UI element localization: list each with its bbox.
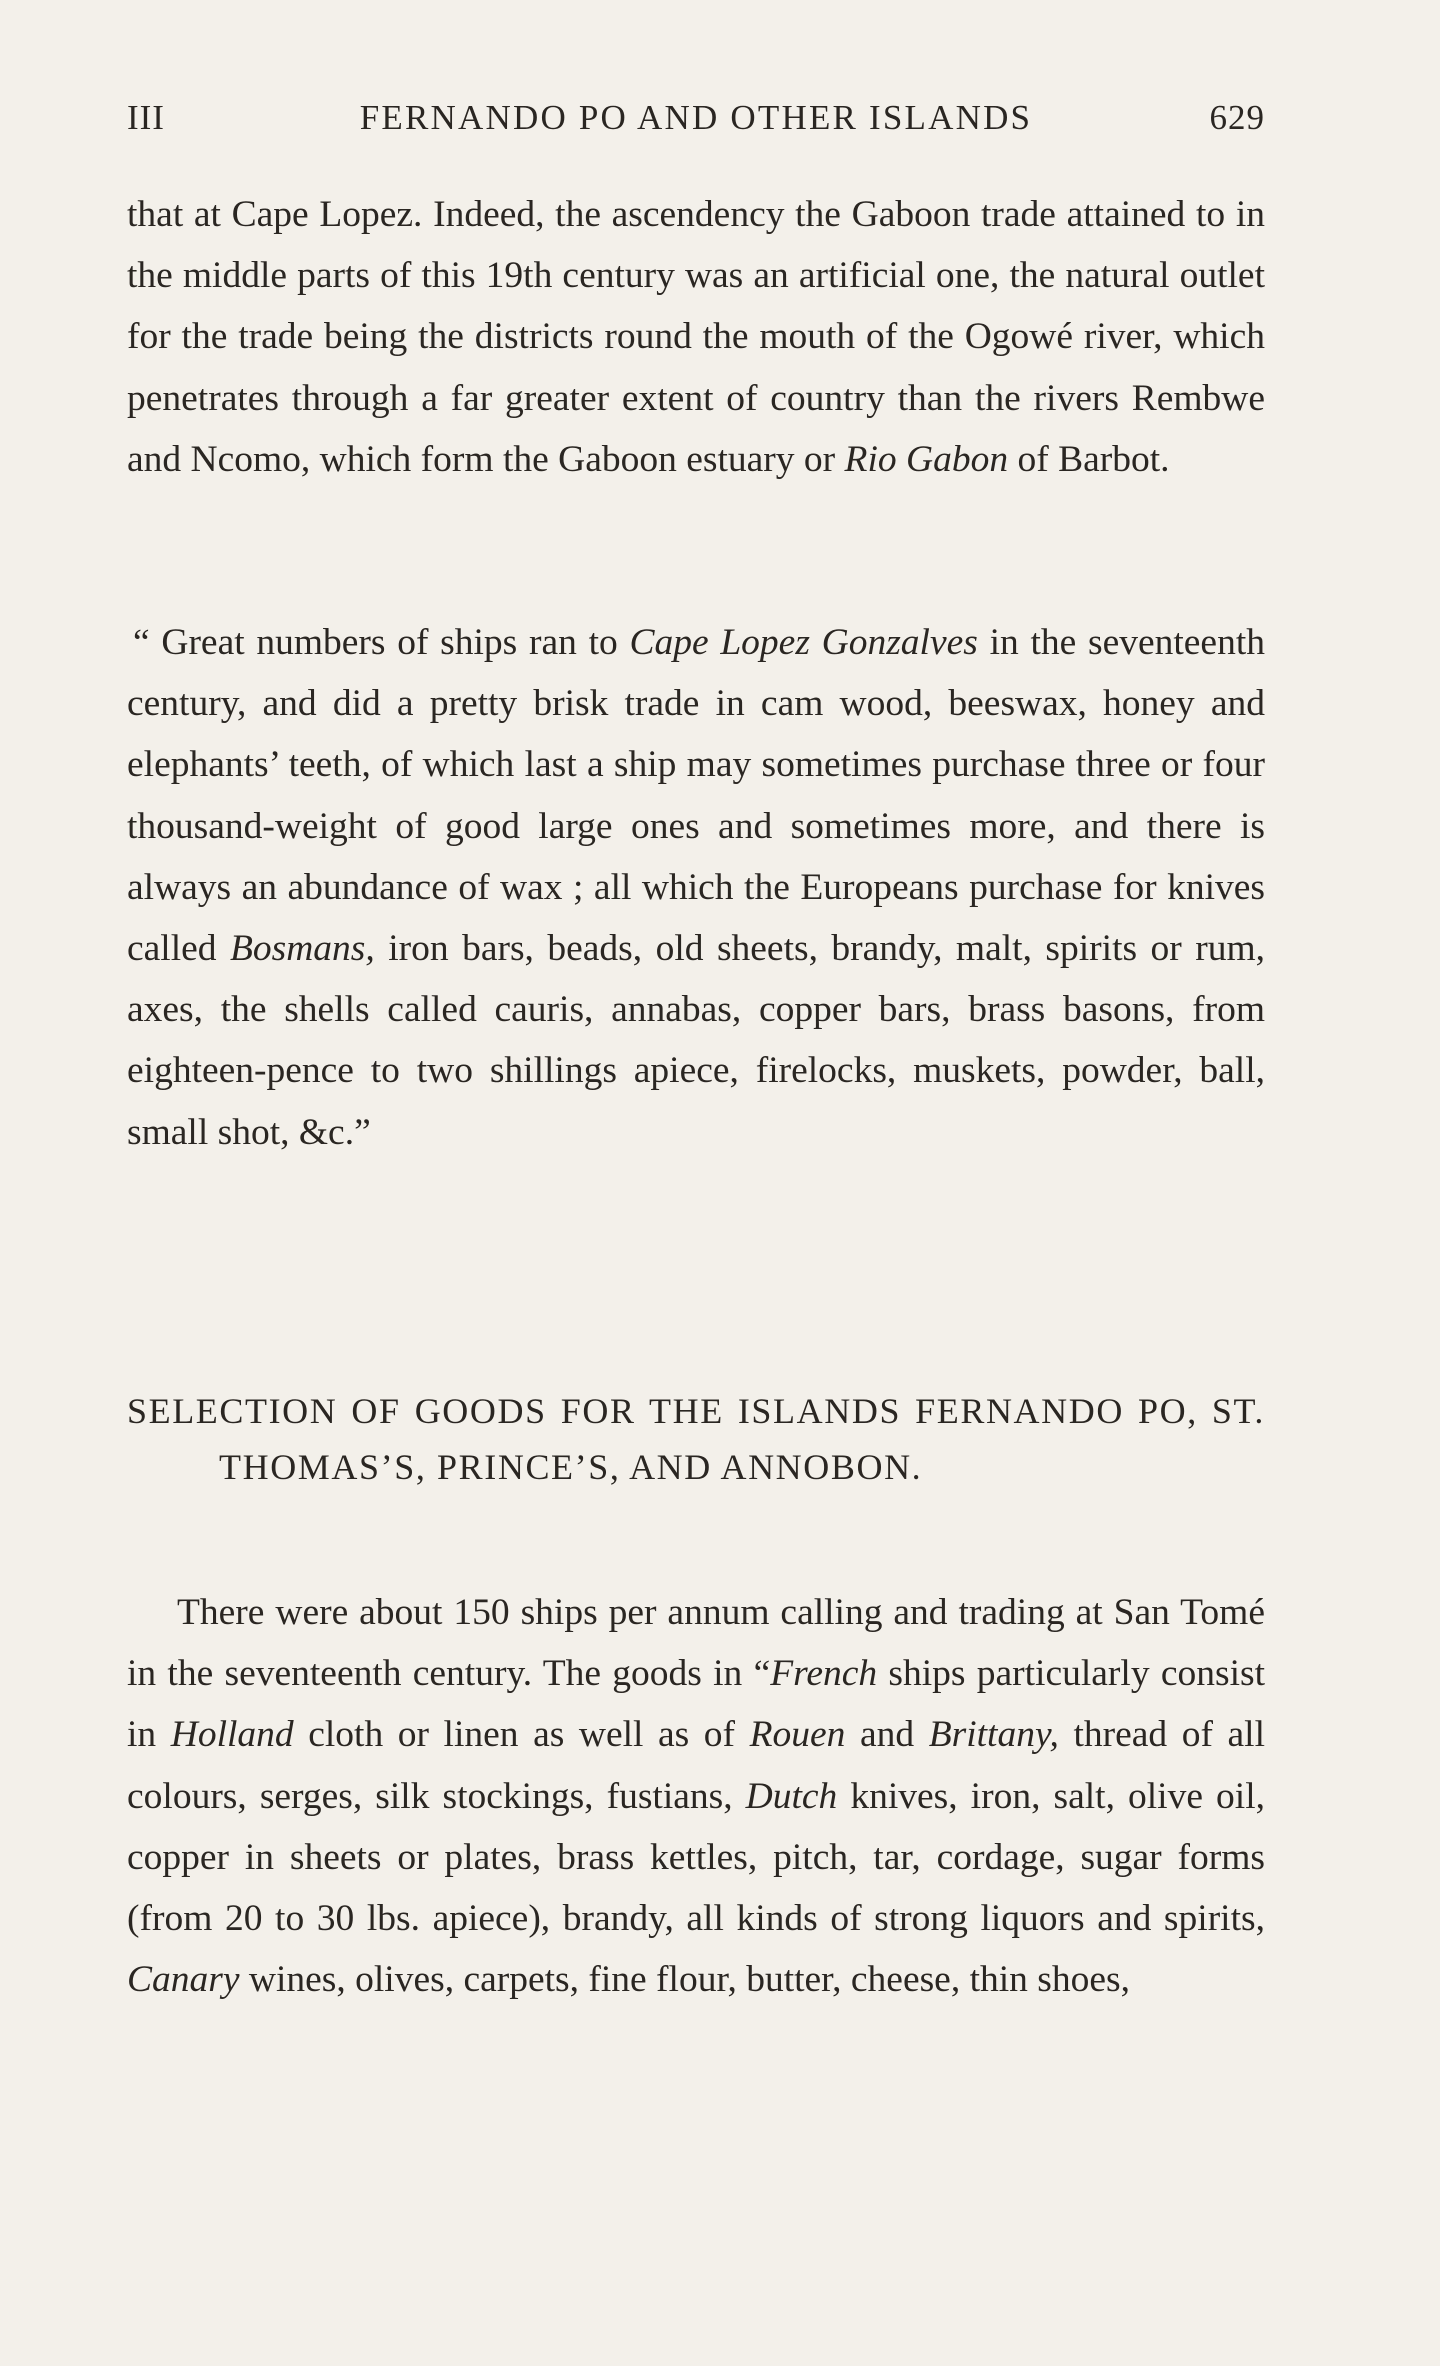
page-number: 629 xyxy=(1209,98,1265,137)
text-segment: cloth or linen as well as of xyxy=(293,1714,750,1756)
text-segment: iron bars, beads, old sheets, brandy, malt, spirits or rum, axes, the shells called cauris, annabas, copper bars, brass basons, from eighteen-pence to two shillings apiece, firelocks, muskets, powder, ball, small shot, &c.” xyxy=(127,928,1265,1153)
italic-segment: Rouen xyxy=(749,1714,846,1756)
text-segment: that at Cape Lopez. Indeed, the ascendency the Gaboon trade attained to in the middle parts of this 19th century was an artificial one, the natural outlet for the trade being the districts round the mouth of the Ogowé river, which penetrates through a far greater extent of country than the rivers Rembwe and Ncomo, which form the Gaboon estuary or xyxy=(127,194,1265,480)
paragraph-text xyxy=(127,1582,1265,2010)
paragraph-text xyxy=(127,184,1265,490)
section-heading: SELECTION OF GOODS FOR THE ISLANDS FERNANDO PO, ST. THOMAS’S, PRINCE’S, AND ANNOBON. xyxy=(127,1391,1265,1487)
running-head xyxy=(127,98,1265,146)
running-title: FERNANDO PO AND OTHER ISLANDS xyxy=(359,98,1033,137)
text-segment: and xyxy=(845,1714,929,1756)
text-segment: “ Great numbers of ships ran to xyxy=(133,622,630,663)
chapter-number: III xyxy=(127,98,165,137)
text-segment: knives, iron, salt, olive oil, copper in sheets or plates, brass kettles, pitch, tar, cordage, sugar forms (from 20 to 30 lbs. apiece), brandy, all kinds of strong liquors and spirits, xyxy=(127,1775,1265,1940)
text-segment: thread of all colours, serges, silk stockings, fustians, xyxy=(127,1714,1265,1817)
paragraph-san-tome xyxy=(127,1582,1265,2010)
paragraph-text xyxy=(127,612,1265,1163)
text-segment: wines, olives, carpets, fine flour, butter, cheese, thin shoes, xyxy=(239,1959,1130,2001)
italic-segment: Rio Gabon xyxy=(844,438,1009,480)
text-segment: of Barbot. xyxy=(1008,438,1170,480)
italic-segment: Canary xyxy=(127,1959,240,2001)
italic-segment: Cape Lopez Gonzalves xyxy=(629,622,978,663)
paragraph-barbot-quote xyxy=(127,612,1265,1163)
italic-segment: French xyxy=(770,1653,878,1695)
italic-segment: Holland xyxy=(170,1714,294,1756)
italic-segment: Bosmans, xyxy=(229,928,375,970)
text-segment: ships particularly consist in xyxy=(127,1653,1266,1756)
italic-segment: Dutch xyxy=(745,1775,838,1817)
paragraph-cape-lopez xyxy=(127,184,1265,490)
text-segment: There were about 150 ships per annum calling and trading at San Tomé in the seventeenth century. The goods in “ xyxy=(127,1592,1265,1695)
italic-segment: Brittany, xyxy=(928,1714,1059,1756)
text-segment: in the seventeenth century, and did a pretty brisk trade in cam wood, beeswax, honey and elephants’ teeth, of which last a ship may sometimes purchase three or four thousand-weight of good large ones and sometimes more, and there is always an abundance of wax ; all which the Europeans purchase for knives called xyxy=(127,622,1265,970)
